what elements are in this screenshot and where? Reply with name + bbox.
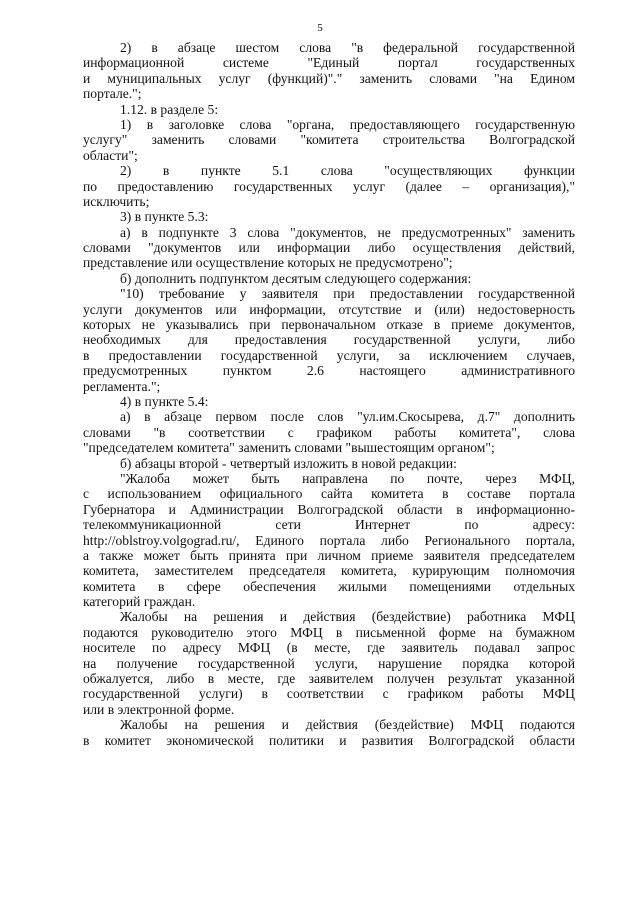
- text-line: категорий граждан.: [83, 594, 196, 610]
- text-line: а) в подпункте 3 слова "документов, не предусмотренных" заменить: [120, 224, 575, 240]
- text-line: телекоммуникационной сети Интернет по адресу:: [83, 517, 575, 533]
- text-line: которых не указывались при первоначальном отказе в приеме документов,: [83, 317, 575, 333]
- text-line: в предоставлении государственной услуги, за исключением случаев,: [83, 347, 575, 363]
- page-number: 5: [317, 22, 323, 34]
- text-line: портале.";: [83, 86, 142, 102]
- text-line: представление или осуществление которых не предусмотрено";: [83, 255, 453, 271]
- text-line: предусмотренных пунктом 2.6 настоящего административного: [83, 363, 575, 379]
- text-line: области";: [83, 147, 138, 163]
- text-line: 3) в пункте 5.3:: [120, 209, 209, 225]
- text-line: и муниципальных услуг (функций)"." заменить словами "на Едином: [83, 70, 575, 86]
- text-line: Жалобы на решения и действия (бездействие) работника МФЦ: [120, 609, 575, 625]
- text-line: 4) в пункте 5.4:: [120, 393, 209, 409]
- text-line: "председателем комитета" заменить словами "вышестоящим органом";: [83, 440, 495, 456]
- text-line: исключить;: [83, 193, 150, 209]
- text-line: государственной услуги) в соответствии с графиком работы МФЦ: [83, 686, 575, 702]
- text-line: а) в абзаце первом после слов "ул.им.Скосырева, д.7" дополнить: [120, 409, 575, 425]
- text-line: 1.12. в разделе 5:: [120, 101, 219, 117]
- document-body: [83, 40, 575, 748]
- text-line: б) абзацы второй - четвертый изложить в новой редакции:: [120, 455, 457, 471]
- text-line: в комитет экономической политики и развития Волгоградской области: [83, 732, 575, 748]
- text-line: "Жалоба может быть направлена по почте, через МФЦ,: [120, 470, 575, 486]
- text-line: 1) в заголовке слова "органа, предоставляющего государственную: [120, 116, 575, 132]
- text-line: необходимых для предоставления государственной услуги, либо: [83, 332, 575, 348]
- text-line: на получение государственной услуги, нарушение порядка которой: [83, 655, 575, 671]
- text-line: информационной системе "Единый портал государственных: [83, 55, 575, 71]
- text-line: комитета в сфере обеспечения жилыми помещениями отдельных: [83, 578, 575, 594]
- text-line: Губернатора и Администрации Волгоградской области в информационно-: [83, 501, 575, 517]
- text-line: словами "в соответствии с графиком работы комитета", слова: [83, 424, 575, 440]
- text-line: подаются руководителю этого МФЦ в письменной форме на бумажном: [83, 624, 575, 640]
- text-line: "10) требование у заявителя при предоставлении государственной: [120, 286, 575, 302]
- text-line: по предоставлению государственных услуг (далее – организация),": [83, 178, 575, 194]
- text-line: 2) в пункте 5.1 слова "осуществляющих функции: [120, 163, 575, 179]
- text-line: с использованием официального сайта комитета в составе портала: [83, 486, 575, 502]
- text-line: Жалобы на решения и действия (бездействие) МФЦ подаются: [120, 717, 575, 733]
- text-line: словами "документов или информации либо осуществления действий,: [83, 240, 575, 256]
- text-line: комитета, заместителем председателя комитета, курирующим полномочия: [83, 563, 575, 579]
- text-line: регламента.";: [83, 378, 161, 394]
- text-line: услуги документов или информации, отсутствие и (или) недостоверность: [83, 301, 575, 317]
- text-line: 2) в абзаце шестом слова "в федеральной государственной: [120, 40, 575, 55]
- text-line: б) дополнить подпунктом десятым следующего содержания:: [120, 270, 472, 286]
- text-line: услугу" заменить словами "комитета строительства Волгоградской: [83, 132, 575, 148]
- text-line: http://oblstroy.volgograd.ru/, Единого портала либо Регионального портала,: [83, 532, 575, 548]
- text-line: или в электронной форме.: [83, 701, 235, 717]
- text-line: а также может быть принята при личном приеме заявителя председателем: [83, 547, 575, 563]
- text-line: носителе по адресу МФЦ (в месте, где заявитель подавал запрос: [83, 640, 575, 656]
- text-line: обжалуется, либо в месте, где заявителем получен результат указанной: [83, 671, 575, 687]
